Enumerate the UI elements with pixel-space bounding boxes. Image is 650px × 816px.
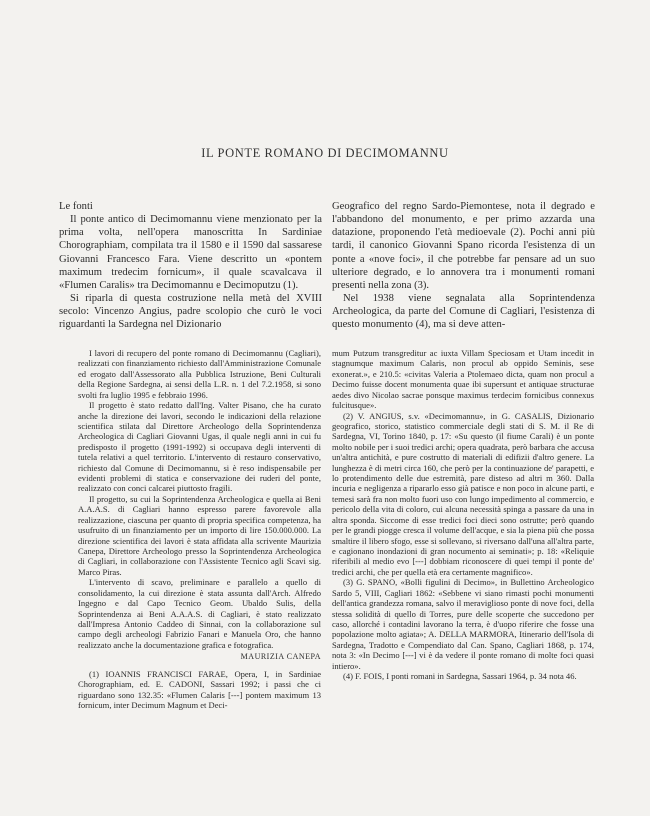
body-paragraph-continued: Geografico del regno Sardo-Piemontese, nota il degrado e l'abbandono del monumento, e per primo azzarda una datazione, proponendo l'età medioevale (2). Pochi anni più tardi, il canonico Giovanni Spano ricorda l'esistenza di un ponte a «nove foci», il che potrebbe far pensare ad un suo ulteriore degrado, e lo annovera tra i monumenti romani presenti nella zona (3).	[332, 201, 595, 291]
footnote-paragraph: I lavori di recupero del ponte romano di Decimomannu (Cagliari), realizzati con finanziamento richiesto dall'Amministrazione Comunale ed erogato dall'Assessorato alla Pubblica Istruzione, Beni Culturali della Regione Sardegna, ai sensi della L.R. n. 1 del 7.2.1958, si sono svolti fra luglio 1995 e febbraio 1996.	[78, 348, 321, 400]
footnotes-right-column	[332, 348, 594, 682]
section-heading: Le fonti	[59, 201, 93, 212]
footnote-continued: mum Putzum transgreditur ac iuxta Villam Speciosam et Utam incedit in stagnumque maximum Calaris, non procul ab oppido Seminis, sese exonerat.», e 210.5: «civitas Valeria a Ptolemaeo dicta, quam non procul a Decimo fuisse docent monumenta quae ibi supersunt et antiquae structurae aedes divo Nicolao sacrae ponsque maximus terdecim fornicibus connexus fulcitusque».	[332, 348, 594, 411]
body-paragraph: Si riparla di questa costruzione nella metà del XVIII secolo: Vincenzo Angius, padre scolopio che curò le voci riguardanti la Sardegna nel Dizionario	[59, 293, 322, 331]
footnote-3: (3) G. SPANO, «Bolli figulini di Decimo», in Bullettino Archeologico Sardo 5, VIII, Cagliari 1862: «Sebbene vi siano rimasti pochi monumenti dell'antica grandezza romana, salvo il meraviglioso ponte di nove foci, della stessa solidità di quello di Torres, pure delle scoperte che succedono per caso, allorché i contadini lavorano la terra, è d'uopo riferire che fosse una popolazione molto agiata»; A. DELLA MARMORA, Itinerario dell'Isola di Sardegna, Tradotto e Compendiato dal Can. Spano, Cagliari 1868, p. 174, nota 3: «In Decimo [---] vi è da vedere il ponte romano di molte foci quasi intiero».	[332, 577, 594, 671]
main-text-left-column	[59, 200, 322, 332]
footnote-1: (1) IOANNIS FRANCISCI FARAE, Opera, I, in Sardiniae Chorographiam, ed. E. CADONI, Sassari 1992; i passi che ci riguardano sono 132.35: «Flumen Calaris [---] pontem maximum 13 fornicum, inter Decimum Magnum et Deci-	[78, 668, 321, 710]
main-text-right-column	[332, 200, 595, 332]
article-title: IL PONTE ROMANO DI DECIMOMANNU	[201, 146, 449, 160]
footnote-4: (4) F. FOIS, I ponti romani in Sardegna, Sassari 1964, p. 34 nota 46.	[343, 671, 577, 682]
footnote-paragraph: Il progetto è stato redatto dall'Ing. Valter Pisano, che ha curato anche la direzione dei lavori, secondo le indicazioni della relazione scientifica stilata dal Direttore Archeologo della Soprintendenza Archeologica di Cagliari Giovanni Ugas, il quale negli anni in cui fu predisposto il progetto (1991-1992) si occupava degli interventi di tutela relativi a quel territorio. L'intervento di restauro conservativo, richiesto dal Comune di Decimomannu, si è reso indispensabile per evidenti problemi di statica e conservazione dei ruderi del ponte, realizzato con conci calcarei piuttosto fragili.	[78, 400, 321, 494]
footnote-2: (2) V. ANGIUS, s.v. «Decimomannu», in G. CASALIS, Dizionario geografico, storico, statistico commerciale degli stati di S. M. il Re di Sardegna, VI, Torino 1840, p. 17: «Su questo (il fiume Carali) è un ponte molto nobile per i suoi tredici archi; opera quadrata, però barbara che accusa un'altra antichità, e pure costrutto di materiali di edifizii d'altro genere. La lunghezza è di metri circa 160, che però per la continuazione de' parapetti, e lo protendimento delle due estremità, pare disteso ad altri m 360. Dalla incuria e negligenza a ripararlo esso già patisce e non poco in alcune parti, e temesi sarà fra non molto fuori uso con lungo impedimento al commercio, e pericolo della vita di coloro, cui alcuna necessità spinga a passare da una in altra sponda. Siccome di esse tredici foci dieci sono ostrutte; però quando per le grandi piogge cresca il volume dell'acque, e sia la piena più che possa smaltire il libero sfogo, esse si sollevano, si riversano dall'una all'altra parte, e cagionano inondazioni di gran nocumento ai seminati»; p. 18: «Reliquie riferibili al medio evo [---] dobbiam riconoscere di quei tempi il ponte de' tredici archi, che per quella età era certamente magnifico».	[332, 410, 594, 577]
author-signature: MAURIZIA CANEPA	[240, 652, 321, 662]
footnotes-left-column	[78, 348, 321, 710]
footnote-paragraph: L'intervento di scavo, preliminare e parallelo a quello di consolidamento, la cui direzione è stata assunta dall'Arch. Alfredo Ingegno e dal Capo Tecnico Geom. Ubaldo Sulis, della Soprintendenza ai Beni A.A.A.S. di Cagliari, è stato realizzato dall'Impresa Antonio Caddeo di Sinnai, con la collaborazione sul campo degli archeologi Fabrizio Fanari e Manuela Oro, che hanno realizzato anche la documentazione grafica e fotografica.	[78, 577, 321, 650]
footnote-paragraph: Il progetto, su cui la Soprintendenza Archeologica e quella ai Beni A.A.A.S. di Cagliari hanno espresso parere favorevole alla realizzazione, ciascuna per quanto di propria specifica competenza, ha usufruito di un finanziamento per un importo di lire 150.000.000. La direzione scientifica dei lavori è stata affidata alla scrivente Maurizia Canepa, Direttore Archeologo presso la Soprintendenza Archeologica di Cagliari, in collaborazione con l'Assistente Tecnico agli Scavi sig. Marco Piras.	[78, 493, 321, 577]
body-paragraph: Nel 1938 viene segnalata alla Soprintendenza Archeologica, da parte del Comune di Cagliari, l'esistenza di questo monumento (4), ma si deve atten-	[332, 293, 595, 331]
body-paragraph: Il ponte antico di Decimomannu viene menzionato per la prima volta, nell'opera manoscritta In Sardiniae Chorographiam, compilata tra il 1580 e il 1590 dal sassarese Giovanni Francesco Fara. Viene descritto un «pontem maximum tredecim fornicum», il quale scavalcava il «Flumen Caralis» tra Decimomannu e Decimoputzu (1).	[59, 214, 322, 291]
